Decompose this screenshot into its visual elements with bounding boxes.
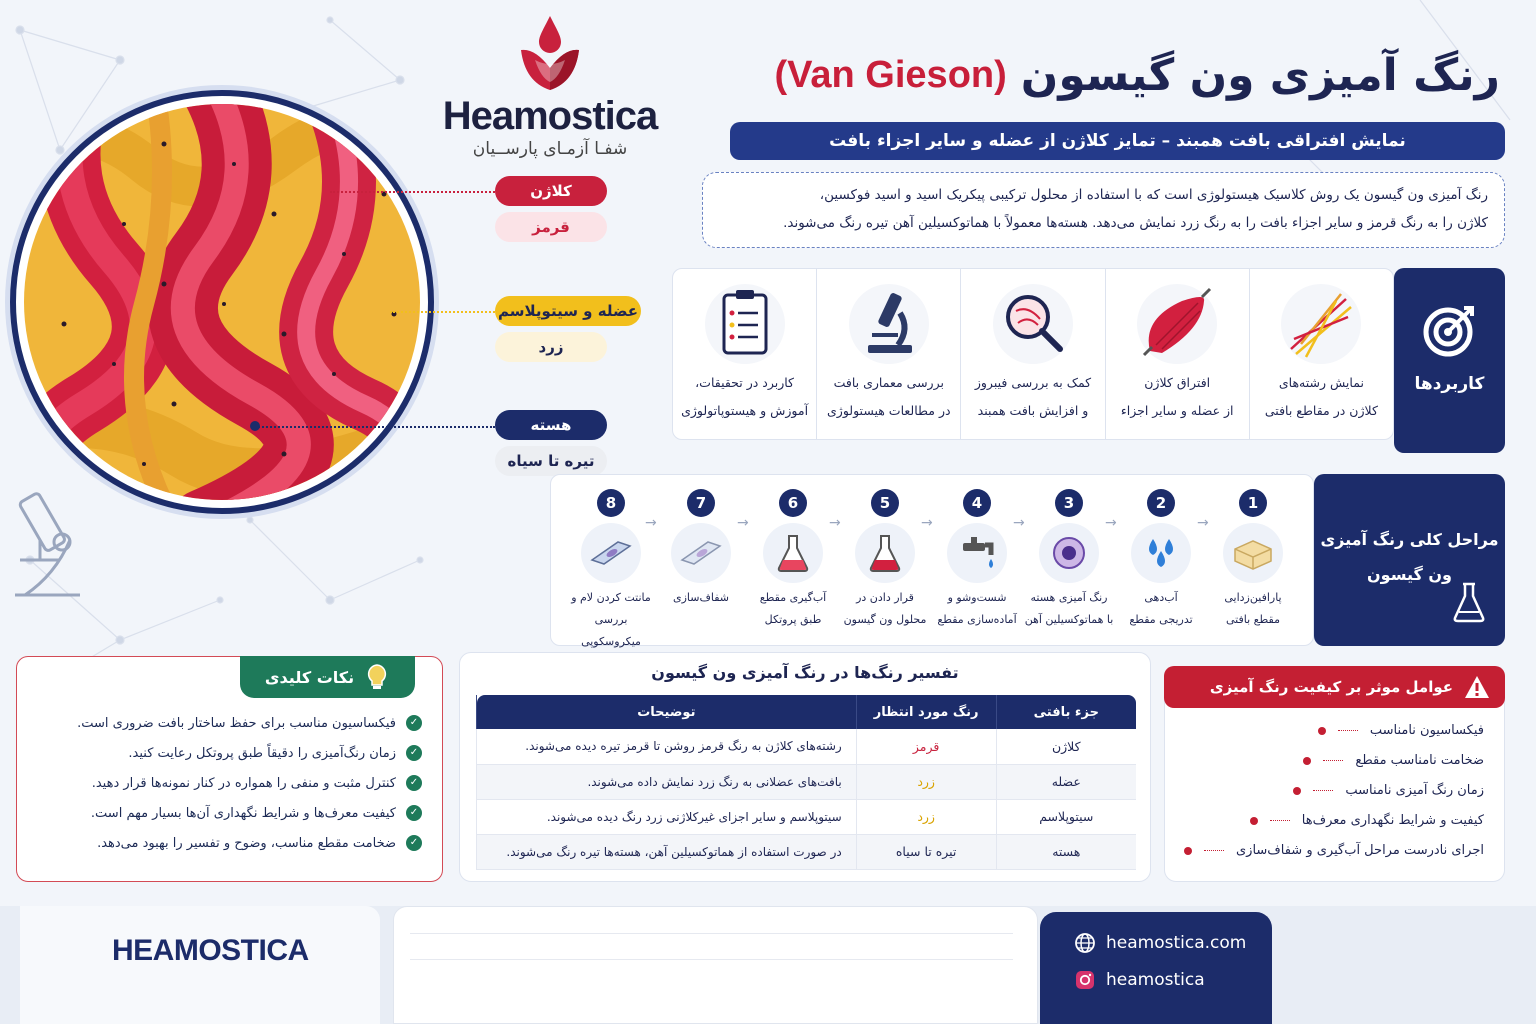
footer-contact-card [1040, 912, 1272, 1024]
footer-brand-area [20, 906, 380, 1024]
factor-item [1318, 723, 1484, 738]
application-item [1105, 269, 1249, 439]
label-collagen-color: قرمز [495, 212, 607, 242]
tissue-image [24, 104, 420, 500]
globe-icon [1074, 932, 1096, 954]
specimen-micrograph [24, 104, 420, 500]
check-icon: ✓ [406, 715, 422, 731]
application-label: آموزش و هیستوپاتولوژی [681, 403, 809, 418]
brand-tagline: شفـا آزمـای پارســیان [472, 139, 628, 159]
title-persian: رنگ آمیزی ون گیسون [1020, 49, 1500, 101]
table-row [477, 729, 1137, 764]
table-row [477, 799, 1137, 834]
cell-color: زرد [856, 799, 996, 834]
application-label: کمک به بررسی فیبروز [974, 375, 1092, 390]
application-label: نمایش رشته‌های [1278, 375, 1364, 390]
arrow-icon: → [1105, 515, 1117, 531]
step-item [1023, 489, 1115, 631]
check-icon: ✓ [406, 835, 422, 851]
application-label: در مطالعات هیستولوژی [827, 403, 951, 418]
bullet-dot [1250, 817, 1258, 825]
step-label: پارافین‌زدایی [1224, 591, 1282, 604]
factor-item [1184, 843, 1484, 858]
column-header: رنگ مورد انتظار [856, 695, 996, 729]
column-header: جزء بافتی [996, 695, 1136, 729]
clipboard-icon [700, 279, 790, 369]
logo-drop-icon [515, 12, 585, 92]
factor-text: فیکساسیون نامناسب [1369, 723, 1484, 738]
applications-heading-card [1394, 268, 1505, 453]
beaker-icon [1451, 580, 1487, 624]
arrow-icon: → [645, 515, 657, 531]
arrow-icon: → [737, 515, 749, 531]
factor-text: زمان رنگ آمیزی نامناسب [1345, 783, 1484, 798]
table-title: تفسیر رنگ‌ها در رنگ آمیزی ون گیسون [651, 663, 959, 682]
table-row [477, 764, 1137, 799]
step-number: 4 [963, 489, 991, 517]
step-item [839, 489, 931, 631]
mounted-slide-icon [588, 538, 634, 568]
step-item [655, 489, 747, 609]
note-item [91, 805, 422, 821]
factor-text: اجرای نادرست مراحل آب‌گیری و شفاف‌سازی [1235, 843, 1484, 858]
note-item [128, 745, 422, 761]
cell-desc: در صورت استفاده از هماتوکسیلین آهن، هسته‌ها تیره رنگ می‌شوند. [477, 834, 857, 869]
cell-part: کلاژن [996, 729, 1136, 764]
intro-line: کلاژن را به رنگ قرمز و سایر اجزاء بافت را به رنگ زرد نمایش می‌دهد. هسته‌ها معمولاً با هماتوکسیلین آهن تیره رنگ می‌شوند. [783, 215, 1488, 231]
instagram-icon [1074, 969, 1096, 991]
intro-line: رنگ آمیزی ون گیسون یک روش کلاسیک هیستولوژی است که با استفاده از محلول ترکیبی پیکریک اسید و اسید فوکسین، [819, 187, 1488, 203]
cell-part: هسته [996, 834, 1136, 869]
factor-item [1250, 813, 1484, 828]
note-item [97, 835, 422, 851]
application-item [960, 269, 1104, 439]
step-label: طبق پروتکل [764, 613, 822, 626]
nucleus-icon [1049, 533, 1089, 573]
application-item [1249, 269, 1393, 439]
step-number: 7 [687, 489, 715, 517]
note-text: ضخامت مقطع مناسب، وضوح و تفسیر را بهبود می‌دهد. [97, 835, 396, 851]
step-number: 2 [1147, 489, 1175, 517]
application-label: بررسی معماری بافت [833, 375, 944, 390]
leader-collagen [330, 191, 495, 193]
intro-box [702, 172, 1505, 248]
step-label: شست‌وشو و [947, 591, 1007, 604]
microscope-decor-icon [15, 492, 80, 595]
step-label: آب‌دهی [1144, 591, 1178, 604]
application-label: از عضله و سایر اجزاء [1120, 403, 1234, 418]
step-label: بررسی میکروسکوپی [581, 613, 641, 648]
step-item [1207, 489, 1299, 631]
microscope-icon [844, 279, 934, 369]
page-title [775, 40, 1501, 110]
cell-desc: رشته‌های کلاژن به رنگ قرمز روشن تا قرمز تیره دیده می‌شوند. [477, 729, 857, 764]
quality-factors-heading: عوامل موثر بر کیفیت رنگ آمیزی [1209, 678, 1453, 696]
note-text: زمان رنگ‌آمیزی را دقیقاً طبق پروتکل رعایت کنید. [128, 745, 396, 761]
application-item [816, 269, 960, 439]
step-number: 1 [1239, 489, 1267, 517]
table-row [477, 834, 1137, 869]
note-text: فیکساسیون مناسب برای حفظ ساختار بافت ضروری است. [77, 715, 396, 731]
note-item [92, 775, 422, 791]
flask-icon [865, 532, 905, 574]
cell-desc: سیتوپلاسم و سایر اجزای غیرکلاژنی زرد رنگ دیده می‌شوند. [477, 799, 857, 834]
factor-item [1303, 753, 1484, 768]
factor-text: ضخامت نامناسب مقطع [1355, 753, 1484, 768]
label-muscle-color: زرد [495, 332, 607, 362]
check-icon: ✓ [406, 805, 422, 821]
steps-heading-card [1314, 474, 1505, 646]
application-label: افتراق کلاژن [1144, 375, 1211, 390]
step-number: 5 [871, 489, 899, 517]
step-label: رنگ آمیزی هسته [1030, 591, 1108, 604]
column-header: توضیحات [477, 695, 857, 729]
label-muscle: عضله و سیتوپلاسم [495, 296, 641, 326]
label-collagen: کلاژن [495, 176, 607, 206]
note-item [77, 715, 422, 731]
arrow-icon: → [1197, 515, 1209, 531]
applications-heading: کاربردها [1414, 374, 1485, 394]
step-item [931, 489, 1023, 631]
color-interpretation-panel [459, 652, 1151, 882]
cell-part: عضله [996, 764, 1136, 799]
check-icon: ✓ [406, 775, 422, 791]
step-label: با هماتوکسیلین آهن [1024, 613, 1114, 626]
interpretation-table [476, 695, 1136, 870]
cell-color: تیره تا سیاه [856, 834, 996, 869]
steps-list [550, 474, 1314, 646]
cell-color: قرمز [856, 729, 996, 764]
muscle-icon [1132, 279, 1222, 369]
instagram-text: heamostica [1106, 970, 1205, 990]
cell-desc: بافت‌های عضلانی به رنگ زرد نمایش داده می‌شوند. [477, 764, 857, 799]
footer-brand-name: HEAMOSTICA [112, 934, 309, 967]
step-number: 8 [597, 489, 625, 517]
step-label: آماده‌سازی مقطع [937, 613, 1017, 626]
step-item [747, 489, 839, 631]
subtitle-banner: نمایش افتراقی بافت همبند – تمایز کلاژن از عضله و سایر اجزاء بافت [730, 122, 1505, 160]
warning-icon [1463, 674, 1491, 700]
arrow-icon: → [1013, 515, 1025, 531]
key-notes-heading: نکات کلیدی [264, 667, 355, 687]
application-item [673, 269, 816, 439]
step-label: مقطع بافتی [1226, 613, 1280, 626]
cell-color: زرد [856, 764, 996, 799]
nucleus-pointer-dot [250, 421, 260, 431]
application-label: کاربرد در تحقیقات، [695, 375, 795, 390]
step-item [565, 489, 657, 653]
bullet-dot [1303, 757, 1311, 765]
step-label: تدریجی مقطع [1129, 613, 1193, 626]
step-label: قرار دادن در [856, 591, 914, 604]
target-icon [1420, 300, 1480, 360]
bullet-dot [1184, 847, 1192, 855]
slide-icon [678, 538, 724, 568]
leader-muscle [390, 311, 495, 313]
table-header-row [477, 695, 1137, 729]
dehydration-flask-icon [773, 532, 813, 574]
note-text: کنترل مثبت و منفی را همواره در کنار نمونه‌ها قرار دهید. [91, 775, 396, 791]
step-label: شفاف‌سازی [672, 591, 730, 604]
water-drops-icon [1141, 533, 1181, 573]
step-item [1115, 489, 1207, 631]
check-icon: ✓ [406, 745, 422, 761]
cell-part: سیتوپلاسم [996, 799, 1136, 834]
brand-logo [425, 12, 675, 162]
arrow-icon: → [829, 515, 841, 531]
instagram-link[interactable] [1074, 969, 1205, 991]
application-label: کلاژن در مقاطع بافتی [1264, 403, 1378, 418]
leader-nucleus [255, 426, 495, 428]
step-number: 3 [1055, 489, 1083, 517]
factor-text: کیفیت و شرایط نگهداری معرف‌ها [1301, 813, 1484, 828]
bullet-dot [1293, 787, 1301, 795]
step-label: مانتت کردن لام و [571, 591, 651, 604]
footer-blank-area [393, 906, 1038, 1024]
magnifier-icon [988, 279, 1078, 369]
note-text: کیفیت معرف‌ها و شرایط نگهداری آن‌ها بسیار مهم است. [90, 805, 396, 821]
arrow-icon: → [921, 515, 933, 531]
applications-list [672, 268, 1394, 440]
paraffin-block-icon [1231, 535, 1275, 571]
steps-heading: ون گیسون [1367, 565, 1452, 584]
label-nucleus: هسته [495, 410, 607, 440]
application-label: و افزایش بافت همبند [977, 403, 1089, 418]
step-label: آب‌گیری مقطع [759, 591, 827, 604]
key-notes-header [240, 656, 415, 698]
website-link[interactable] [1074, 932, 1246, 954]
label-nucleus-color: تیره تا سیاه [495, 446, 607, 476]
title-english: (Van Gieson) [774, 53, 1007, 96]
step-number: 6 [779, 489, 807, 517]
faucet-icon [957, 533, 997, 573]
steps-heading: مراحل کلی رنگ آمیزی [1320, 530, 1499, 549]
quality-factors-header [1164, 666, 1505, 708]
website-text: heamostica.com [1106, 933, 1247, 953]
step-label: محلول ون گیسون [843, 613, 927, 626]
brand-name: Heamostica [442, 94, 658, 138]
lightbulb-icon [364, 662, 390, 692]
factor-item [1293, 783, 1484, 798]
fibers-icon [1276, 279, 1366, 369]
bullet-dot [1318, 727, 1326, 735]
